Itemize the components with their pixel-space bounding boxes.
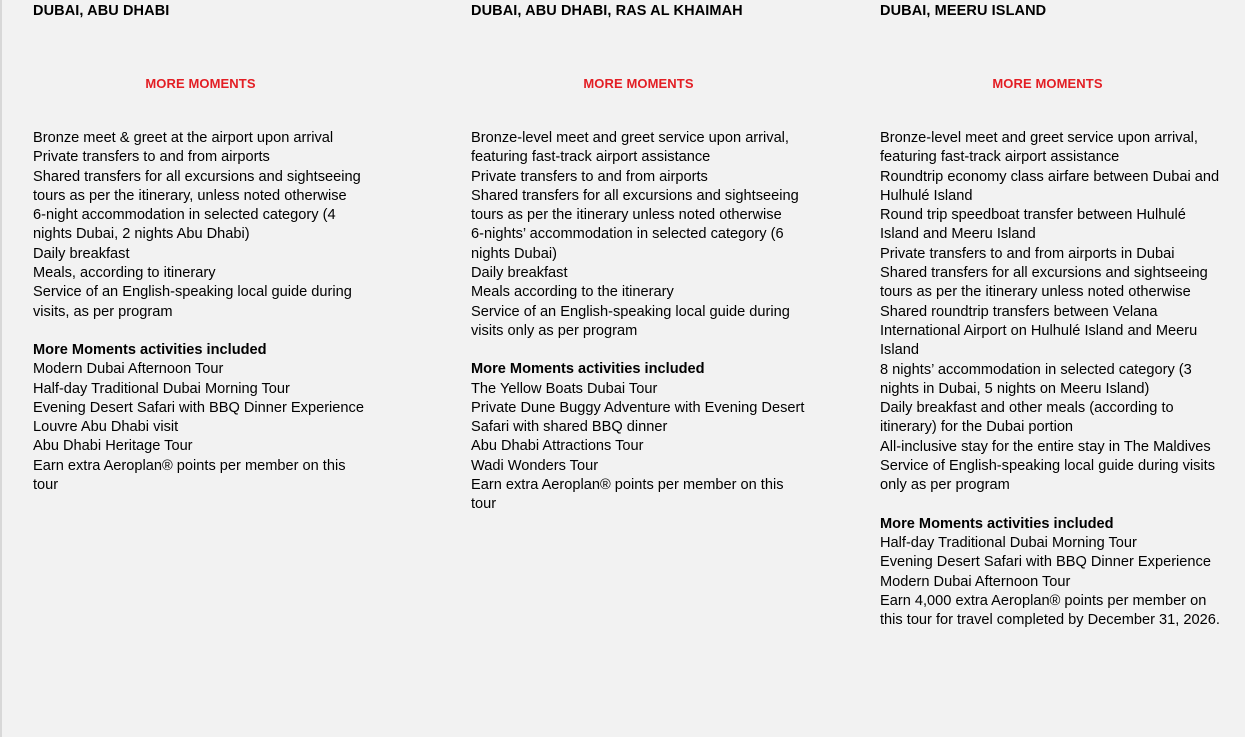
activity-item: Half-day Traditional Dubai Morning Tour — [33, 380, 290, 397]
inclusion-item: Service of English-speaking local guide during visits only as per program — [880, 458, 1216, 494]
activity-item: Modern Dubai Afternoon Tour — [880, 573, 1071, 590]
inclusion-item: Bronze-level meet and greet service upon arrival, featuring fast-track airport assistance — [880, 130, 1198, 166]
package-column-dubai-abu-dhabi — [33, 2, 373, 495]
activity-item: Abu Dhabi Heritage Tour — [33, 438, 193, 455]
more-moments-label: MORE MOMENTS — [583, 76, 694, 91]
inclusion-item: Bronze meet & greet at the airport upon arrival — [33, 130, 334, 146]
activities-heading: More Moments activities included — [33, 341, 267, 358]
destination-title: DUBAI, ABU DHABI — [33, 3, 170, 19]
package-column-dubai-meeru-island — [880, 2, 1225, 630]
inclusion-item: Service of an English-speaking local guide during visits only as per program — [471, 303, 790, 339]
inclusion-item: Meals according to the itinerary — [471, 284, 674, 301]
inclusions-list — [880, 129, 1225, 496]
more-moments-label: MORE MOMENTS — [145, 76, 256, 91]
activity-item: Half-day Traditional Dubai Morning Tour — [880, 534, 1137, 551]
inclusion-item: Private transfers to and from airports — [33, 149, 270, 166]
inclusion-item: Shared roundtrip transfers between Velana International Airport on Hulhulé Island and Meeru Island — [880, 303, 1198, 359]
package-column-dubai-abu-dhabi-ras-al-khaimah — [471, 2, 811, 515]
inclusion-item: Shared transfers for all excursions and sightseeing tours as per the itinerary unless noted otherwise — [880, 265, 1208, 301]
inclusion-item: Shared transfers for all excursions and sightseeing tours as per the itinerary unless noted otherwise — [471, 187, 799, 224]
activity-item: Earn extra Aeroplan® points per member on this tour — [33, 457, 346, 494]
inclusion-item: Shared transfers for all excursions and sightseeing tours as per the itinerary, unless noted otherwise — [33, 168, 361, 204]
inclusion-item: Service of an English-speaking local guide during visits, as per program — [33, 284, 352, 320]
inclusion-item: Daily breakfast and other meals (according to itinerary) for the Dubai portion — [880, 400, 1174, 436]
activities-heading: More Moments activities included — [880, 515, 1114, 532]
inclusion-item: 6-night accommodation in selected category (4 nights Dubai, 2 nights Abu Dhabi) — [33, 207, 336, 243]
activities-list — [880, 534, 1225, 630]
inclusions-list — [33, 129, 373, 322]
activity-item: Modern Dubai Afternoon Tour — [33, 361, 224, 378]
inclusion-item: 6-nights’ accommodation in selected category (6 nights Dubai) — [471, 226, 784, 262]
inclusion-item: Meals, according to itinerary — [33, 265, 216, 282]
activity-item: The Yellow Boats Dubai Tour — [471, 380, 658, 397]
page-border — [0, 0, 2, 737]
activity-item: Abu Dhabi Attractions Tour — [471, 438, 644, 455]
inclusion-item: 8 nights’ accommodation in selected category (3 nights in Dubai, 5 nights on Meeru Island) — [880, 361, 1192, 397]
more-moments-label: MORE MOMENTS — [992, 76, 1103, 91]
inclusion-item: Daily breakfast — [471, 265, 568, 282]
activity-item: Evening Desert Safari with BBQ Dinner Experience — [880, 554, 1211, 571]
activity-item: Private Dune Buggy Adventure with Evening Desert Safari with shared BBQ dinner — [471, 399, 805, 436]
activity-item: Earn 4,000 extra Aeroplan® points per member on this tour for travel completed by December 31, 2026. — [880, 592, 1220, 629]
inclusion-item: Round trip speedboat transfer between Hulhulé Island and Meeru Island — [880, 207, 1186, 243]
inclusion-item: Daily breakfast — [33, 245, 130, 262]
inclusions-list — [471, 129, 811, 341]
inclusion-item: Roundtrip economy class airfare between Dubai and Hulhulé Island — [880, 168, 1220, 204]
inclusion-item: All-inclusive stay for the entire stay in The Maldives — [880, 438, 1211, 455]
activities-heading: More Moments activities included — [471, 361, 705, 378]
inclusion-item: Bronze-level meet and greet service upon arrival, featuring fast-track airport assistance — [471, 130, 789, 166]
activities-list — [33, 360, 373, 495]
activities-list — [471, 380, 811, 515]
destination-title: DUBAI, ABU DHABI, RAS AL KHAIMAH — [471, 3, 743, 19]
activity-item: Louvre Abu Dhabi visit — [33, 419, 179, 436]
activity-item: Earn extra Aeroplan® points per member on this tour — [471, 477, 784, 513]
inclusion-item: Private transfers to and from airports — [471, 168, 708, 185]
destination-title: DUBAI, MEERU ISLAND — [880, 3, 1047, 19]
activity-item: Wadi Wonders Tour — [471, 457, 599, 474]
inclusion-item: Private transfers to and from airports in Dubai — [880, 245, 1175, 262]
activity-item: Evening Desert Safari with BBQ Dinner Experience — [33, 399, 364, 416]
